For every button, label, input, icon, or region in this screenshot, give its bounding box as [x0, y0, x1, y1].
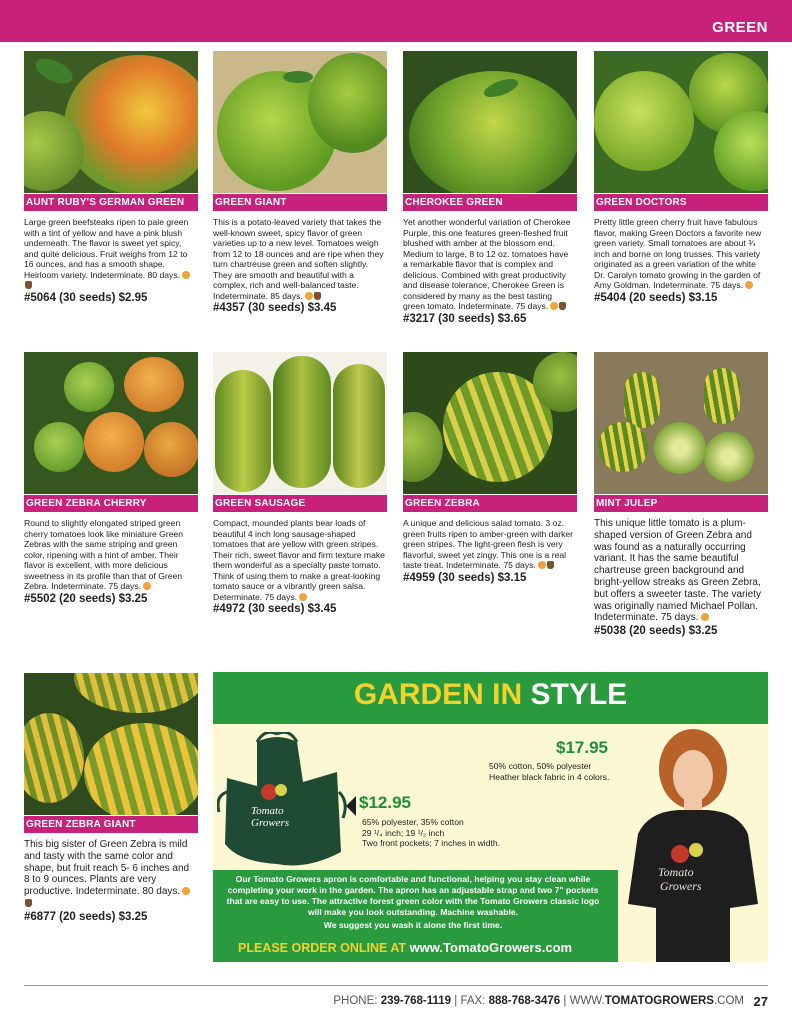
bag-icon	[547, 561, 554, 569]
bag-icon	[314, 292, 321, 300]
product-price: #4959 (30 seeds) $3.15	[403, 571, 527, 584]
product-photo	[24, 673, 198, 815]
product-name: CHEROKEE GREEN	[403, 194, 577, 211]
bag-icon	[25, 899, 32, 907]
product-price: #5064 (30 seeds) $2.95	[24, 291, 148, 304]
product-description: Round to slightly elongated striped green cherry tomatoes look like miniature Green Zebras with the same striping and green color, ripening with a hint of amber. Their flavor is excellent, with more delicious sweetness in its profile than that of Green Zebra. Indeterminate. 75 days.	[24, 518, 184, 591]
apron-image	[217, 732, 347, 872]
arrow-icon	[346, 796, 356, 816]
product-description: This big sister of Green Zebra is mild and tasty with the same color and shape, but fruit reach 5- 6 inches and 8 to 9 ounces. Plants are very productive. Indeterminate. 80 days.	[24, 839, 198, 910]
product-price: #5502 (20 seeds) $3.25	[24, 592, 148, 605]
sun-icon	[182, 271, 190, 279]
product-description: This unique little tomato is a plum-shaped version of Green Zebra and was found as a naturally occurring variant. It has the same beautiful chartreuse green background and bright-yellow streaks as Green Zebra, but offers a sweeter taste. The variety was originally named Michael Pollan. Indeterminate. 75 days.	[594, 518, 761, 624]
apron-description: 65% polyester, 35% cotton 29 ¹/₄ inch; 19 ¹/₂ inch Two front pockets; 7 inches in width.	[362, 817, 501, 848]
shirt-description: 50% cotton, 50% polyester Heather black fabric in 4 colors.	[489, 761, 610, 782]
product-photo	[213, 51, 387, 193]
svg-text:Tomato: Tomato	[251, 805, 284, 817]
category-band	[0, 0, 792, 42]
svg-text:Growers: Growers	[660, 879, 702, 893]
sun-icon	[182, 887, 190, 895]
sun-icon	[143, 582, 151, 590]
product-card	[24, 51, 198, 304]
apron-price: $12.95	[359, 793, 411, 812]
product-photo	[24, 51, 198, 193]
product-price: #3217 (30 seeds) $3.65	[403, 312, 527, 325]
product-price: #5038 (20 seeds) $3.25	[594, 625, 718, 638]
product-name: AUNT RUBY'S GERMAN GREEN	[24, 194, 198, 211]
shirt-price: $17.95	[556, 738, 608, 757]
product-card	[213, 51, 387, 314]
product-photo	[213, 352, 387, 494]
product-price: #4357 (30 seeds) $3.45	[213, 302, 337, 314]
product-name: GREEN SAUSAGE	[213, 495, 387, 512]
bag-icon	[25, 281, 32, 289]
product-card	[213, 352, 387, 615]
svg-text:Tomato: Tomato	[658, 865, 694, 879]
promo-body-text: Our Tomato Growers apron is comfortable and functional, helping you stay clean while completing your work in the garden. The apron has an adjustable strap and two 7" pockets that are easy to use. The attractive forest green color with the Tomato Growers classic logo will make you look outstanding. Machine washable. We suggest you wash it alone the first time.	[226, 874, 600, 930]
product-name: GREEN ZEBRA CHERRY	[24, 495, 198, 512]
product-price: #5404 (20 seeds) $3.15	[594, 291, 718, 304]
product-name: MINT JULEP	[594, 495, 768, 512]
promo-title: GARDEN IN STYLE	[353, 678, 628, 711]
category-title: GREEN	[712, 19, 768, 36]
product-description: Large green beefsteaks ripen to pale green with a tint of yellow and have a pink blush underneath. The flavor is sweet yet spicy, and quite delicious. Fruit weighs from 12 to 16 ounces, and has a smooth shape. Heirloom variety. Indeterminate. 80 days.	[24, 217, 198, 291]
product-card	[403, 51, 577, 325]
footer-contact: PHONE: 239-768-1119 | FAX: 888-768-3476 | WWW.TOMATOGROWERS.COM	[333, 995, 744, 1007]
page-number: 27	[753, 994, 768, 1009]
sun-icon	[550, 302, 558, 310]
product-price: #6877 (20 seeds) $3.25	[24, 910, 148, 923]
sun-icon	[701, 613, 709, 621]
product-description: This is a potato-leaved variety that takes the well-known sweet, spicy flavor of green varieties up to a new level. Tomatoes weigh from 12 to 18 ounces and are ripe when they turn chartreuse green and soften slightly. They are smooth and beautiful with a complex, rich and well-balanced taste. Indeterminate. 85 days.	[213, 217, 384, 301]
product-name: GREEN ZEBRA	[403, 495, 577, 512]
footer-divider	[24, 985, 768, 986]
svg-text:Growers: Growers	[251, 817, 290, 829]
product-price: #4972 (30 seeds) $3.45	[213, 603, 337, 615]
product-photo	[594, 51, 768, 193]
product-description: Compact, mounded plants bear loads of beautiful 4 inch long sausage-shaped tomatoes that are yellow with green stripes. Their rich, sweet flavor and firm texture make them wonderful as a specialty paste tomato. Think of using them to make a great-looking tomato sauce or a vibrantly green salsa. Determinate. 75 days.	[213, 518, 385, 602]
order-online: PLEASE ORDER ONLINE AT www.TomatoGrowers.com	[238, 940, 573, 955]
sun-icon	[299, 593, 307, 601]
product-name: GREEN ZEBRA GIANT	[24, 816, 198, 833]
sun-icon	[745, 281, 753, 289]
product-description: Pretty little green cherry fruit have fabulous flavor, making Green Doctors a favorite new green variety. Small tomatoes are about ¾ inch and borne on long trusses. This variety originated as a green variation of the white Dr. Carolyn tomato growing in the garden of Amy Goldman. Indeterminate. 75 days.	[594, 217, 762, 290]
product-photo	[594, 352, 768, 494]
order-url[interactable]: www.TomatoGrowers.com	[409, 940, 573, 955]
product-name: GREEN GIANT	[213, 194, 387, 211]
sun-icon	[305, 292, 313, 300]
product-photo	[403, 51, 577, 193]
product-name: GREEN DOCTORS	[594, 194, 768, 211]
product-description: A unique and delicious salad tomato. 3 oz. green fruits ripen to amber-green with darker green stripes. The light-green flesh is very flavorful, sweet yet zingy. This one is a real taste treat. Indeterminate. 75 days.	[403, 518, 574, 570]
bag-icon	[559, 302, 566, 310]
product-card	[24, 352, 198, 605]
product-card	[594, 352, 768, 637]
product-card	[24, 673, 198, 923]
product-card	[403, 352, 577, 584]
sun-icon	[538, 561, 546, 569]
garden-in-style-promo	[213, 672, 768, 962]
product-photo	[24, 352, 198, 494]
tshirt-model-image	[618, 724, 768, 962]
product-card	[594, 51, 768, 304]
product-photo	[403, 352, 577, 494]
product-description: Yet another wonderful variation of Cherokee Purple, this one features green-fleshed fruit blushed with amber at the blossom end. Medium to large, 8 to 12 oz. tomatoes have a remarkable flavor that is complex and delicious. Combined with great productivity and disease tolerance, Cherokee Green is considered by many as the best tasting green tomato. Indeterminate. 75 days.	[403, 217, 571, 311]
